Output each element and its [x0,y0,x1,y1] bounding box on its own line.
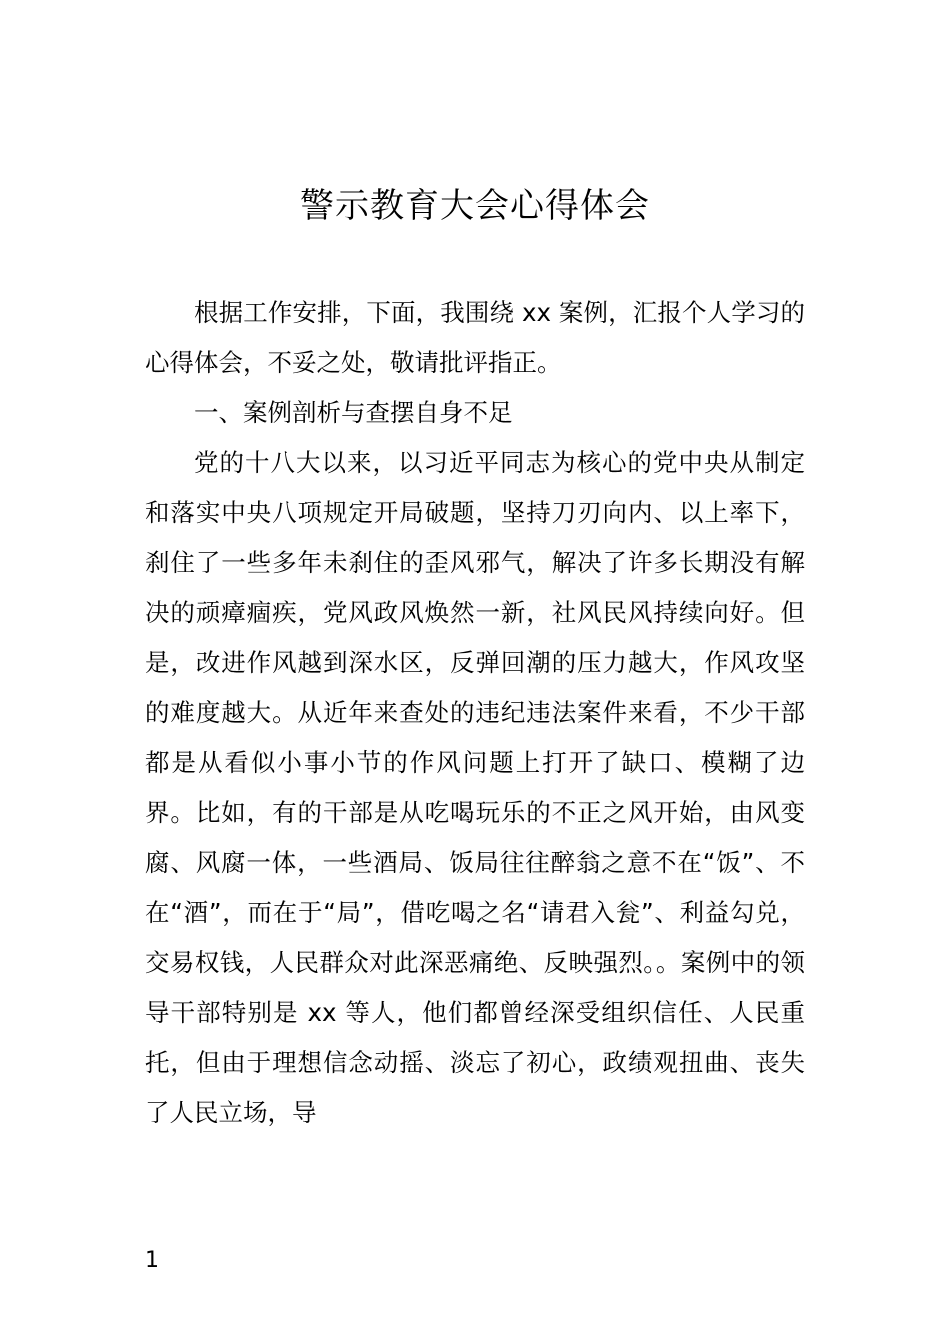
page-number: 1 [145,1248,159,1273]
section-heading-1: 一、案例剖析与查摆自身不足 [194,398,513,427]
document-body [145,288,805,1138]
document-title: 警示教育大会心得体会 [300,186,650,226]
paragraph-intro: 根据工作安排，下面，我围绕 xx 案例，汇报个人学习的心得体会，不妥之处，敬请批评指正。 [145,298,805,377]
paragraph-body: 党的十八大以来，以习近平同志为核心的党中央从制定和落实中央八项规定开局破题，坚持刀刃向内、以上率下，刹住了一些多年未刹住的歪风邪气，解决了许多长期没有解决的顽瘴痼疾，党风政风焕然一新，社风民风持续向好。但是，改进作风越到深水区，反弹回潮的压力越大，作风攻坚的难度越大。从近年来查处的违纪违法案件来看，不少干部都是从看似小事小节的作风问题上打开了缺口、模糊了边界。比如，有的干部是从吃喝玩乐的不正之风开始，由风变腐、风腐一体，一些酒局、饭局往往醉翁之意不在“饭”、不在“酒”，而在于“局”，借吃喝之名“请君入瓮”、利益勾兑，交易权钱，人民群众对此深恶痛绝、反映强烈。。案例中的领导干部特别是 xx 等人，他们都曾经深受组织信任、人民重托，但由于理想信念动摇、淡忘了初心，政绩观扭曲、丧失了人民立场，导 [145,448,805,1127]
